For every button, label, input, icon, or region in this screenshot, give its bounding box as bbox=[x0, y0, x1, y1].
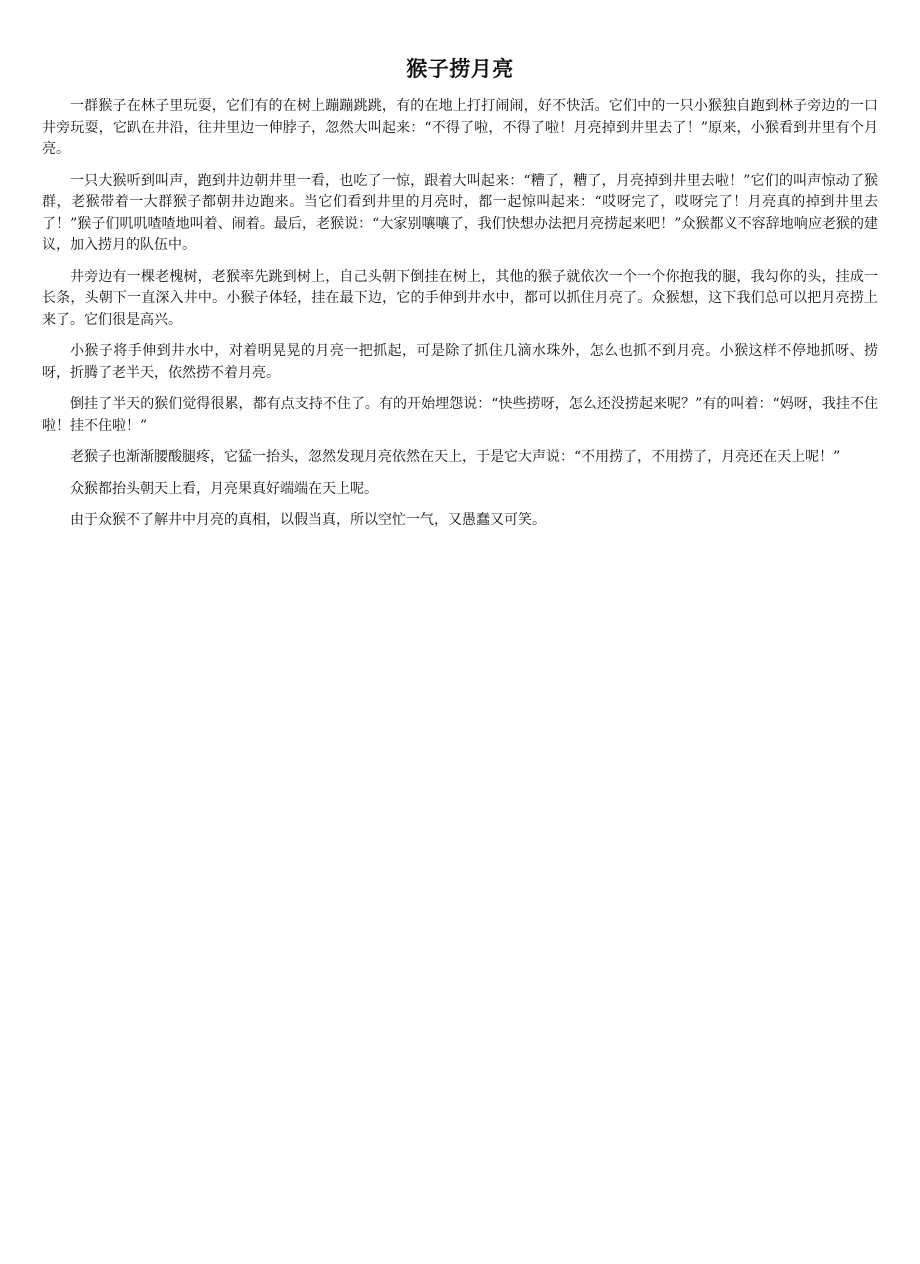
paragraph: 由于众猴不了解井中月亮的真相，以假当真，所以空忙一气，又愚蠢又可笑。 bbox=[70, 512, 546, 528]
paragraph: 一只大猴听到叫声，跑到井边朝井里一看，也吃了一惊，跟着大叫起来：“糟了，糟了，月亮掉到井里去啦！”它们的叫声惊动了猴群，老猴带着一大群猴子都朝井边跑来。当它们看到井里的月亮时，都一起惊叫起来：“哎呀完了，哎呀完了！月亮真的掉到井里去了！”猴子们叽叽喳喳地叫着、闹着。最后，老猴说：“大家别嚷嚷了，我们快想办法把月亮捞起来吧！”众猴都义不容辞地响应老猴的建议，加入捞月的队伍中。 bbox=[42, 172, 878, 253]
article-body bbox=[42, 96, 878, 532]
paragraph: 井旁边有一棵老槐树，老猴率先跳到树上，自己头朝下倒挂在树上，其他的猴子就依次一个一个你抱我的腿，我勾你的头，挂成一长条，头朝下一直深入井中。小猴子体轻，挂在最下边，它的手伸到井水中，都可以抓住月亮了。众猴想，这下我们总可以把月亮捞上来了。它们很是高兴。 bbox=[42, 268, 878, 328]
paragraph: 倒挂了半天的猴们觉得很累，都有点支持不住了。有的开始埋怨说：“快些捞呀，怎么还没捞起来呢？”有的叫着：“妈呀，我挂不住啦！挂不住啦！” bbox=[42, 396, 878, 434]
paragraph: 众猴都抬头朝天上看，月亮果真好端端在天上呢。 bbox=[70, 480, 378, 497]
document-title: 猴子捞月亮 bbox=[406, 57, 514, 81]
paragraph: 老猴子也渐渐腰酸腿疼，它猛一抬头，忽然发现月亮依然在天上，于是它大声说：“不用捞了，不用捞了，月亮还在天上呢！” bbox=[70, 449, 841, 465]
paragraph: 小猴子将手伸到井水中，对着明晃晃的月亮一把抓起，可是除了抓住几滴水珠外，怎么也抓不到月亮。小猴这样不停地抓呀、捞呀，折腾了老半天，依然捞不着月亮。 bbox=[42, 343, 878, 381]
paragraph: 一群猴子在林子里玩耍，它们有的在树上蹦蹦跳跳，有的在地上打打闹闹，好不快活。它们中的一只小猴独自跑到林子旁边的一口井旁玩耍，它趴在井沿，往井里边一伸脖子，忽然大叫起来：“不得了啦，不得了啦！月亮掉到井里去了！”原来，小猴看到井里有个月亮。 bbox=[42, 98, 878, 157]
